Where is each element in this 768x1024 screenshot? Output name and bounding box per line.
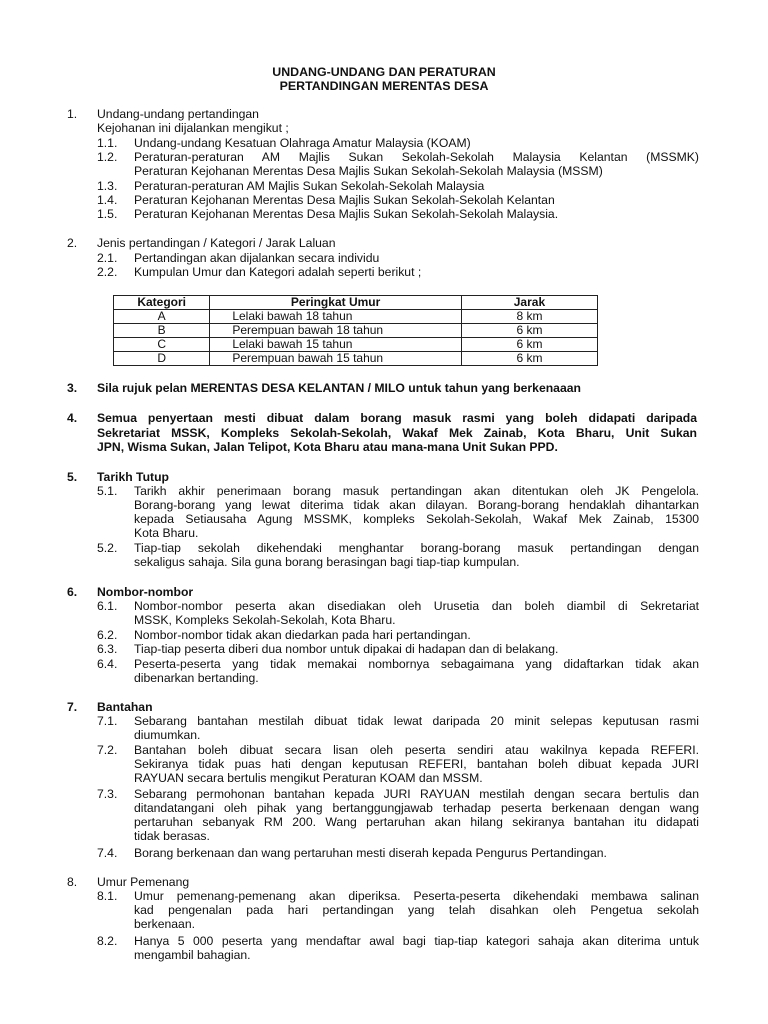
item-text-line: kad pengenalan pada hari pertandingan yang telah disahkan oleh Pengetua sekolah [134, 903, 699, 917]
item-text-line: Borang berkenaan dan wang pertaruhan mesti diserah kepada Pengurus Pertandingan. [134, 846, 607, 860]
item-text: Kumpulan Umur dan Kategori adalah seperti berikut ; [134, 265, 422, 279]
item-number: 7.1. [97, 714, 118, 728]
item-text-line: Nombor-nombor tidak akan diedarkan pada hari pertandingan. [134, 628, 471, 642]
item-number: 7.2. [97, 743, 118, 757]
item-number: 6.2. [97, 628, 118, 642]
section-text-line: Sekretariat MSSK, Kompleks Sekolah-Sekolah, Wakaf Mek Zainab, Kota Bharu, Unit Sukan [97, 426, 697, 440]
item-number: 5.2. [97, 541, 118, 555]
item-text-line: diumumkan. [134, 728, 201, 742]
item-text-line: Tiap-tiap peserta diberi dua nombor untuk dipakai di hadapan dan di belakang. [134, 642, 559, 656]
item-number: 1.5. [97, 207, 118, 221]
item-number: 7.4. [97, 846, 118, 860]
section-number: 5. [67, 470, 78, 484]
item-number: 6.3. [97, 642, 118, 656]
section-heading: Jenis pertandingan / Kategori / Jarak Laluan [97, 236, 336, 250]
column-header-jarak: Jarak [461, 296, 597, 310]
item-text: Peraturan Kejohanan Merentas Desa Majlis Sukan Sekolah-Sekolah Kelantan [134, 193, 555, 207]
column-header-kategori: Kategori [114, 296, 210, 310]
item-text-line: Peserta-peserta yang tidak memakai nombornya sebagaimana yang didaftarkan tidak akan [134, 657, 699, 671]
section-heading: Tarikh Tutup [97, 470, 169, 484]
cell-peringkat-umur: Perempuan bawah 18 tahun [210, 324, 462, 338]
item-number: 5.1. [97, 484, 118, 498]
cell-kategori: D [114, 352, 210, 366]
item-text-line: Sebarang bantahan mestilah dibuat tidak lewat daripada 20 minit selepas keputusan rasmi [134, 714, 699, 728]
item-text-line: ditandatangani oleh pihak yang bertanggungjawab terhadap peserta berkenaan dengan wang [134, 801, 699, 815]
item-text: Peraturan-peraturan AM Majlis Sukan Sekolah-Sekolah Malaysia Kelantan (MSSMK) [134, 150, 699, 164]
section-number: 8. [67, 875, 78, 889]
item-text-line: Sebarang permohonan bantahan kepada JURI RAYUAN mestilah dengan secara bertulis dan [134, 787, 699, 801]
item-number: 2.2. [97, 265, 118, 279]
item-text-continued: Peraturan Kejohanan Merentas Desa Majlis Sukan Sekolah-Sekolah Malaysia (MSSM) [134, 164, 603, 178]
section-number: 2. [67, 236, 78, 250]
item-text-line: Bantahan boleh dibuat secara lisan oleh peserta sendiri atau wakilnya kepada REFERI. [134, 743, 699, 757]
item-text-line: pertaruhan sebanyak RM 200. Wang pertaruhan akan hilang sekiranya bantahan itu didapati [134, 815, 699, 829]
section-heading: Umur Pemenang [97, 875, 190, 889]
table-header-row [114, 296, 598, 310]
item-text-line: mengambil bahagian. [134, 948, 251, 962]
item-text-line: dibenarkan bertanding. [134, 671, 259, 685]
item-text-line: Borang-borang yang lewat diterima tidak akan dilayan. Borang-borang hendaklah dihantarkan [134, 498, 699, 512]
item-number: 7.3. [97, 787, 118, 801]
item-text: Peraturan-peraturan AM Majlis Sukan Sekolah-Sekolah Malaysia [134, 179, 485, 193]
cell-kategori: A [114, 310, 210, 324]
item-text-line: Kota Bharu. [134, 526, 199, 540]
item-number: 2.1. [97, 251, 118, 265]
cell-peringkat-umur: Lelaki bawah 18 tahun [210, 310, 462, 324]
document-title-line-1: UNDANG-UNDANG DAN PERATURAN [272, 65, 496, 79]
item-number: 6.4. [97, 657, 118, 671]
column-header-peringkat-umur: Peringkat Umur [210, 296, 462, 310]
section-number: 3. [67, 381, 78, 395]
item-text-line: Tiap-tiap sekolah dikehendaki menghantar borang-borang masuk pertandingan dengan [134, 541, 699, 555]
item-text: Pertandingan akan dijalankan secara individu [134, 251, 380, 265]
table-row [114, 310, 598, 324]
section-text: Sila rujuk pelan MERENTAS DESA KELANTAN / MILO untuk tahun yang berkenaaan [97, 381, 581, 395]
cell-jarak: 6 km [461, 324, 597, 338]
item-text-line: Hanya 5 000 peserta yang mendaftar awal bagi tiap-tiap kategori sahaja akan diterima untuk [134, 934, 699, 948]
item-number: 6.1. [97, 599, 118, 613]
section-heading: Nombor-nombor [97, 585, 194, 599]
table-row [114, 324, 598, 338]
cell-kategori: C [114, 338, 210, 352]
item-text-line: sekaligus sahaja. Sila guna borang berasingan bagi tiap-tiap kumpulan. [134, 555, 520, 569]
section-number: 1. [67, 107, 78, 121]
item-text: Undang-undang Kesatuan Olahraga Amatur Malaysia (KOAM) [134, 136, 471, 150]
section-text-line: JPN, Wisma Sukan, Jalan Telipot, Kota Bharu atau mana-mana Unit Sukan PPD. [97, 440, 558, 454]
item-text-line: kepada Setiausaha Agung MSSMK, kompleks Sekolah-Sekolah, Wakaf Mek Zainab, 15300 [134, 512, 699, 526]
cell-peringkat-umur: Perempuan bawah 15 tahun [210, 352, 462, 366]
item-number: 8.2. [97, 934, 118, 948]
item-text-line: Sekiranya tidak puas hati dengan keputusan REFERI, bantahan boleh dibuat kepada JURI [134, 757, 699, 771]
category-table [113, 295, 598, 366]
item-text-line: MSSK, Kompleks Sekolah-Sekolah, Kota Bharu. [134, 613, 396, 627]
cell-jarak: 6 km [461, 338, 597, 352]
cell-jarak: 6 km [461, 352, 597, 366]
item-text-line: Tarikh akhir penerimaan borang masuk pertandingan akan ditentukan oleh JK Pengelola. [134, 484, 699, 498]
section-number: 6. [67, 585, 78, 599]
item-text-line: Nombor-nombor peserta akan disediakan oleh Urusetia dan boleh diambil di Sekretariat [134, 599, 699, 613]
item-text-line: Umur pemenang-pemenang akan diperiksa. Peserta-peserta dikehendaki membawa salinan [134, 889, 699, 903]
section-text-line: Semua penyertaan mesti dibuat dalam borang masuk rasmi yang boleh didapati daripada [97, 411, 697, 425]
item-text-line: berkenaan. [134, 917, 195, 931]
table-row [114, 352, 598, 366]
item-text-line: tidak berasas. [134, 829, 210, 843]
cell-peringkat-umur: Lelaki bawah 15 tahun [210, 338, 462, 352]
section-heading: Bantahan [97, 700, 153, 714]
item-number: 1.3. [97, 179, 118, 193]
item-text-line: RAYUAN secara bertulis mengikut Peraturan KOAM dan MSSM. [134, 771, 483, 785]
section-intro: Kejohanan ini dijalankan mengikut ; [97, 121, 289, 135]
document-title-line-2: PERTANDINGAN MERENTAS DESA [279, 79, 489, 93]
cell-kategori: B [114, 324, 210, 338]
item-text: Peraturan Kejohanan Merentas Desa Majlis Sukan Sekolah-Sekolah Malaysia. [134, 207, 559, 221]
cell-jarak: 8 km [461, 310, 597, 324]
section-heading: Undang-undang pertandingan [97, 107, 259, 121]
section-number: 4. [67, 411, 78, 425]
section-number: 7. [67, 700, 78, 714]
table-row [114, 338, 598, 352]
item-number: 1.1. [97, 136, 118, 150]
item-number: 1.2. [97, 150, 118, 164]
item-number: 8.1. [97, 889, 118, 903]
item-number: 1.4. [97, 193, 118, 207]
